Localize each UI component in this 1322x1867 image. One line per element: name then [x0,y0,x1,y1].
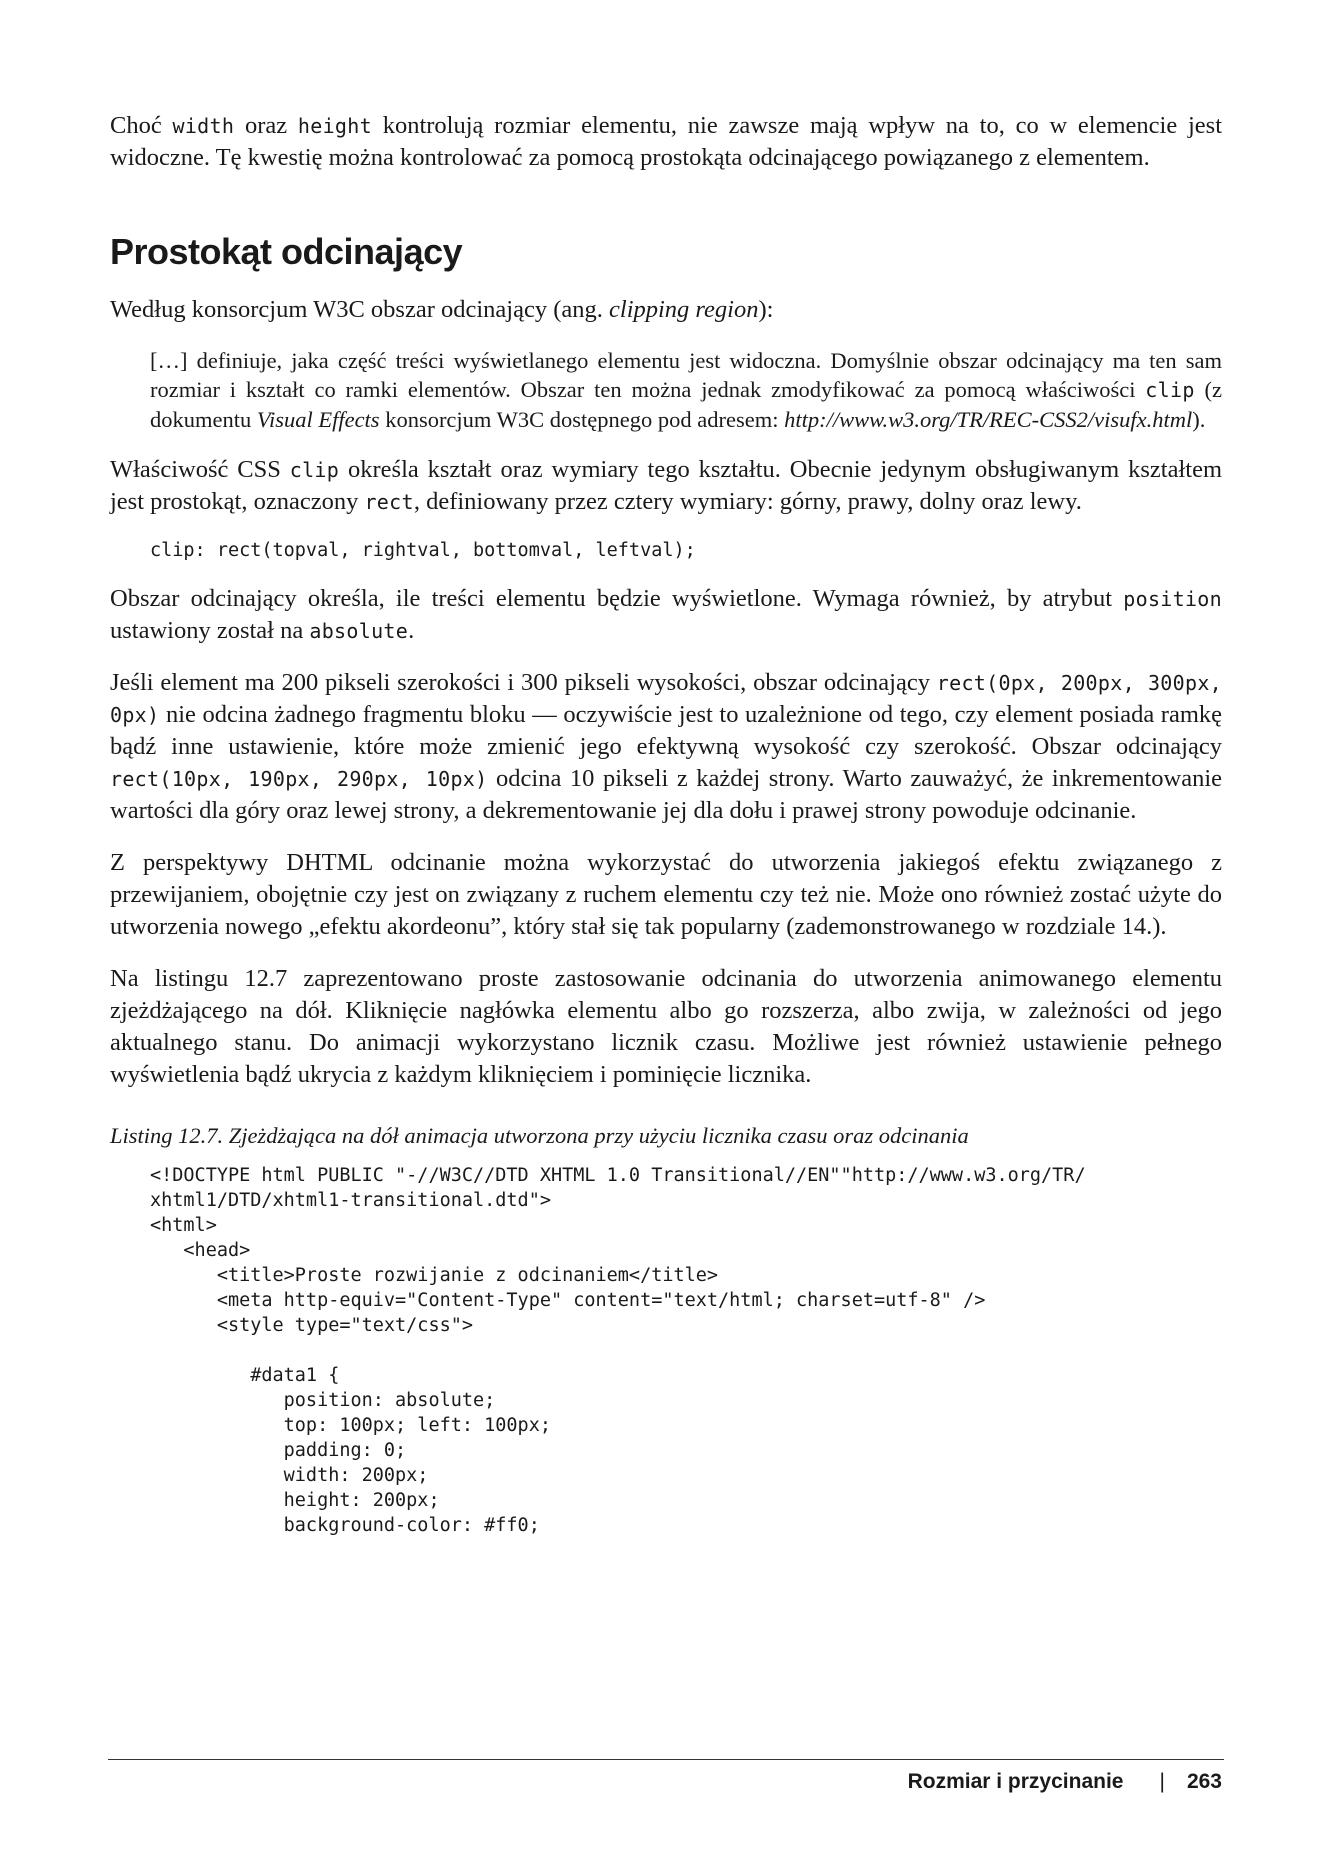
inline-code: position [1123,587,1222,611]
paragraph-listing-intro: Na listingu 12.7 zaprezentowano proste zastosowanie odcinania do utworzenia animowanego elementu zjeżdżającego na dół. Kliknięcie nagłówka elementu albo go rozszerza, albo zwija, w zależności od jego aktualnego stanu. Do animacji wykorzystano licznik czasu. Możliwe jest również ustawienie pełnego wyświetlenia bądź ukrycia z każdym kliknięciem i pominięcie licznika. [110,965,1222,1088]
inline-code: height [297,114,372,138]
paragraph-clip-property: Właściwość CSS clip określa kształt oraz wymiary tego kształtu. Obecnie jedynym obsługiwanym kształtem jest prostokąt, oznaczony rect, definiowany przez cztery wymiary: górny, prawy, dolny oraz lewy. [110,456,1222,515]
inline-code: rect(10px, 190px, 290px, 10px) [110,767,488,791]
paragraph-dhtml: Z perspektywy DHTML odcinanie można wykorzystać do utworzenia jakiegoś efektu związanego z przewijaniem, obojętnie czy jest on związany z ruchem elementu czy też nie. Może ono również zostać użyte do utworzenia nowego „efektu akordeonu”, który stał się tak popularny (zademonstrowanego w rozdziale 14.). [110,849,1222,940]
page-body [110,110,1222,1538]
paragraph-position: Obszar odcinający określa, ile treści elementu będzie wyświetlone. Wymaga również, by atrybut position ustawiony został na absolute. [110,585,1222,644]
page-number: 263 [1186,1770,1222,1793]
listing-code-block: <!DOCTYPE html PUBLIC "-//W3C//DTD XHTML 1.0 Transitional//EN""http://www.w3.org/TR/ xhtml1/DTD/xhtml1-transitional.dtd"> <html> <head> <title>Proste rozwijanie z odcinaniem</title> <meta http-equiv="Content-Type" content="text/html; charset=utf-8" /> <style type="text/css"> #data1 { position: absolute; top: 100px; left: 100px; padding: 0; width: 200px; height: 200px; background-color: #ff0; [150,1165,1086,1536]
inline-code: clip [1145,378,1195,402]
block-quote: […] definiuje, jaka część treści wyświetlanego elementu jest widoczna. Domyślnie obszar odcinający ma ten sam rozmiar i kształt co ramki elementów. Obszar ten można jednak zmodyfikować za pomocą właściwości clip (z dokumentu Visual Effects konsorcjum W3C dostępnego pod adresem: http://www.w3.org/TR/REC-CSS2/visufx.html). [150,348,1222,432]
listing-caption: Listing 12.7. Zjeżdżająca na dół animacja utworzona przy użyciu licznika czasu oraz odcinania [110,1123,969,1148]
inline-code: rect(0px, 200px, 300px, 0px) [110,671,1222,727]
inline-code: rect [364,490,414,514]
inline-code: clip [289,458,340,482]
paragraph-intro: Choć width oraz height kontrolują rozmiar elementu, nie zawsze mają wpływ na to, co w elemencie jest widoczne. Tę kwestię można kontrolować za pomocą prostokąta odcinającego powiązanego z elementem. [110,112,1223,171]
page-footer [908,1768,1222,1796]
paragraph-w3c-definition: Według konsorcjum W3C obszar odcinający (ang. clipping region): [110,296,774,323]
url-text: http://www.w3.org/TR/REC-CSS2/visufx.html [784,407,1193,432]
footer-section-title: Rozmiar i przycinanie [907,1770,1124,1793]
code-clip-syntax: clip: rect(topval, rightval, bottomval, leftval); [150,540,696,561]
footer-divider [108,1759,1224,1760]
inline-code: width [172,114,235,138]
footer-separator: | [1159,1770,1165,1793]
inline-code: absolute [309,619,409,643]
section-heading: Prostokąt odcinający [110,231,463,272]
paragraph-rect-example: Jeśli element ma 200 pikseli szerokości i 300 pikseli wysokości, obszar odcinający rect(0px, 200px, 300px, 0px) nie odcina żadnego fragmentu bloku — oczywiście jest to uzależnione od tego, czy element posiada ramkę bądź inne ustawienie, które może zmienić jego efektywną wysokość czy szerokość. Obszar odcinający rect(10px, 190px, 290px, 10px) odcina 10 pikseli z każdej strony. Warto zauważyć, że inkrementowanie wartości dla góry oraz lewej strony, a dekrementowanie jej dla dołu i prawej strony powoduje odcinanie. [110,669,1223,824]
